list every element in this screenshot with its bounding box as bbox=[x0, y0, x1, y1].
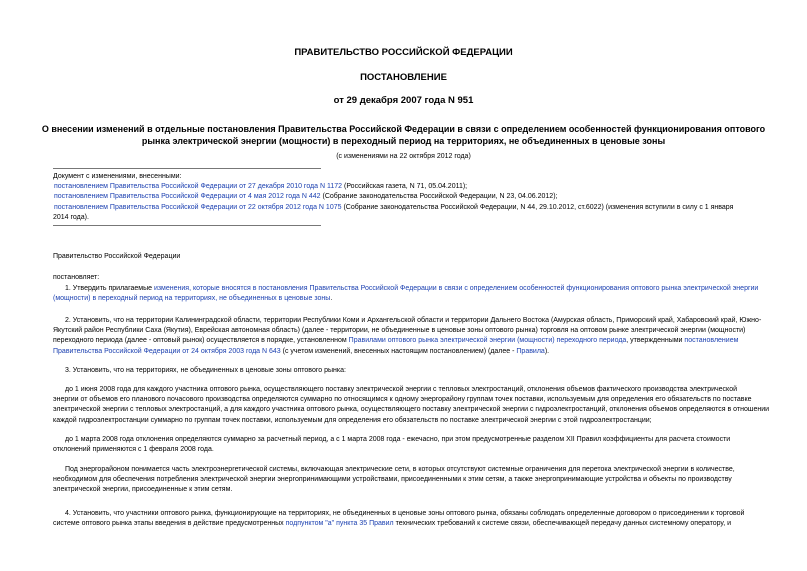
date-number-heading: от 29 декабря 2007 года N 951 bbox=[333, 95, 474, 106]
change-text: (Собрание законодательства Российской Федерации, N 23, 04.06.2012); bbox=[320, 193, 558, 201]
amendments-link-continued[interactable]: (мощности) в переходный период на территориях, не объединенных в ценовые зоны bbox=[53, 295, 331, 303]
document-type-heading: ПОСТАНОВЛЕНИЕ bbox=[360, 72, 447, 83]
government-heading: ПРАВИТЕЛЬСТВО РОССИЙСКОЙ ФЕДЕРАЦИИ bbox=[294, 47, 513, 58]
document-title-line-2: рынка электрической энергии (мощности) в переходный период на территориях, не объединенных в ценовые зоны bbox=[141, 136, 666, 146]
paragraph-1: 1. Утвердить прилагаемые изменения, которые вносятся в постановления Правительства Российской Федерации в связи с определением особенностей функционирования оптового рынка электрической энергии (мощности) в переходный период на территориях, не объединенных в ценовые зоны. bbox=[53, 285, 759, 303]
change-link[interactable]: постановлением Правительства Российской Федерации от 4 мая 2012 года N 442 bbox=[54, 193, 321, 201]
divider-top bbox=[53, 168, 321, 169]
wholesale-rules-link[interactable]: Правилами оптового рынка электрической энергии (мощности) переходного периода bbox=[348, 337, 627, 345]
issuer-text: Правительство Российской Федерации bbox=[53, 253, 181, 260]
rules-link[interactable]: Правила bbox=[516, 347, 545, 355]
changes-box bbox=[53, 172, 765, 223]
resolution-643-link[interactable]: Правительства Российской Федерации от 24 октября 2003 года N 643 bbox=[53, 347, 281, 355]
decrees-text: постановляет: bbox=[53, 274, 100, 281]
change-item bbox=[53, 203, 765, 213]
change-item bbox=[53, 182, 765, 192]
changes-intro: Документ с изменениями, внесенными: bbox=[53, 173, 182, 180]
subparagraph-link[interactable]: подпунктом "а" пункта 35 Правил bbox=[285, 520, 394, 528]
paragraph-5: до 1 марта 2008 года отклонения определяются суммарно за расчетный период, а с 1 марта 2008 года - ежечасно, при этом предусмотренные разделом XII Правил коэффициенты для расчета стоимости отклонений применяются с 1 февраля 2008 года. bbox=[53, 436, 731, 454]
paragraph-2: 2. Установить, что на территории Калининградской области, территории Республики Коми и Архангельской области и территории Дальнего Востока (Амурская область, Приморский край, Хабаровский край, Южно- Якутский район Республики Саха (Якутия), Еврейская автономная область) (далее - территории, не объединенные в ценовые зоны оптового рынка) торговля на оптовом рынке электрической энергии (мощности) переходного периода (далее - оптовый рынок) осуществляется в порядке, установленном Правилами оптового рынка электрической энергии (мощности) переходного периода, утвержденными постановлением Правительства Российской Федерации от 24 октября 2003 года N 643 (с учетом изменений, внесенных настоящим постановлением) (далее - Правила). bbox=[53, 317, 762, 355]
resolution-link[interactable]: постановлением bbox=[684, 337, 739, 345]
document-title-line-1: О внесении изменений в отдельные постановления Правительства Российской Федерации в связи с определением особенностей функционирования оптового bbox=[41, 124, 766, 134]
paragraph-3: 3. Установить, что на территориях, не объединенных в ценовые зоны оптового рынка: bbox=[65, 367, 346, 374]
paragraph-6: Под энергорайоном понимается часть электроэнергетической системы, включающая электрические сети, в которых отсутствуют системные ограничения для перетока электрической энергии в количестве, необходимом для обеспечения потребления электрической энергии энергопринимающими устройствами, присоединенными к этим сетям, а также энергопринимающие устройства и объекты по производству электрической энергии, присоединенные к этим сетям. bbox=[53, 466, 735, 494]
amendments-link[interactable]: изменения, которые вносятся в постановления Правительства Российской Федерации в связи с определением особенностей функционирования оптового рынка электрической энергии bbox=[153, 285, 759, 292]
change-text: (Собрание законодательства Российской Федерации, N 44, 29.10.2012, ст.6022) (изменения вступили в силу с 1 января bbox=[341, 203, 734, 211]
paragraph-7: 4. Установить, что участники оптового рынка, функционирующие на территориях, не объединенных в ценовые зоны оптового рынка, обязаны соблюдать определенные договором о присоединении к торговой системе оптового рынка этапы введения в действие предусмотренных подпунктом "а" пункта 35 Правил технических требований к системе связи, обеспечивающей передачу данных системному оператору, и bbox=[53, 510, 745, 528]
change-link[interactable]: постановлением Правительства Российской Федерации от 22 октября 2012 года N 1075 bbox=[54, 203, 342, 211]
change-item bbox=[53, 192, 765, 202]
change-link[interactable]: постановлением Правительства Российской Федерации от 27 декабря 2010 года N 1172 bbox=[54, 183, 343, 191]
change-text: (Российская газета, N 71, 05.04.2011); bbox=[342, 183, 468, 191]
change-item-continued: 2014 года). bbox=[53, 213, 89, 221]
divider-bottom bbox=[53, 225, 321, 226]
revision-note: (с изменениями на 22 октября 2012 года) bbox=[336, 153, 471, 160]
paragraph-4: до 1 июня 2008 года для каждого участника оптового рынка, осуществляющего поставку электрической энергии с тепловых электростанций, отклонения объемов фактического производства электрической энергии от объемов его планового почасового производства определяются суммарно по относящимся к одному энергорайону группам точек поставки, используемым для определения его обязательств по поставке электрической энергии с тепловых электростанций, а для каждого участника оптового рынка, осуществляющего поставку электрической энергии с гидроэлектростанций, отклонения объемов определяются в отношении каждой гидроэлектростанции суммарно по группам точек поставки, используемым для определения его обязательств по поставке электрической энергии с этой гидроэлектростанции; bbox=[53, 386, 770, 424]
